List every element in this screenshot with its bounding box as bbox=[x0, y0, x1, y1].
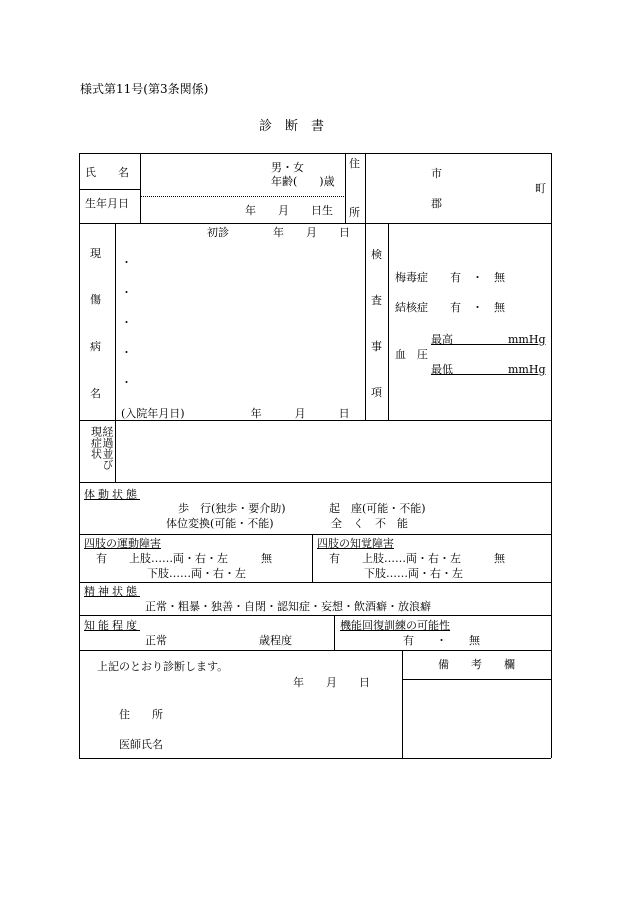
rehab-options[interactable]: 有 ・ 無 bbox=[403, 634, 480, 647]
doctor-address-label: 住 所 bbox=[119, 708, 163, 721]
disease-label-3: 病 bbox=[90, 340, 101, 353]
address-label-2: 所 bbox=[349, 206, 360, 219]
diagnosis-statement: 上記のとおり診断します。 bbox=[97, 660, 229, 673]
disease-bullet: ・ bbox=[121, 286, 132, 299]
sensory-heading: 四肢の知覚障害 bbox=[317, 537, 394, 550]
dob-field[interactable]: 年 月 日生 bbox=[245, 204, 333, 217]
dob-label: 生年月日 bbox=[85, 197, 129, 210]
mental-options[interactable]: 正常・粗暴・独善・自閉・認知症・妄想・飲酒癖・放浪癖 bbox=[145, 600, 431, 613]
intellect-age-level[interactable]: 歳程度 bbox=[259, 634, 292, 647]
document-title: 診 断 書 bbox=[259, 119, 325, 134]
exam-label-4: 項 bbox=[371, 386, 382, 399]
bp-max-field[interactable]: 最高 mmHg bbox=[431, 333, 546, 346]
county-label: 郡 bbox=[431, 197, 442, 210]
disease-bullet: ・ bbox=[121, 346, 132, 359]
exam-label-1: 検 bbox=[371, 248, 382, 261]
disease-label-2: 傷 bbox=[90, 293, 101, 306]
syphilis-option[interactable]: 梅毒症 有 ・ 無 bbox=[395, 271, 505, 284]
first-visit-date[interactable]: 初診 年 月 日 bbox=[207, 226, 350, 239]
name-label: 氏 名 bbox=[85, 166, 129, 179]
address-label-1: 住 bbox=[349, 157, 360, 170]
sensory-lower-option[interactable]: 下肢……両・右・左 bbox=[364, 567, 463, 580]
doctor-address-field[interactable] bbox=[180, 704, 395, 724]
sit-option[interactable]: 起 座(可能・不能) bbox=[329, 502, 426, 515]
disease-name-field[interactable] bbox=[130, 244, 362, 394]
admission-date[interactable]: (入院年月日) 年 月 日 bbox=[121, 407, 350, 420]
doctor-name-label: 医師氏名 bbox=[119, 738, 163, 751]
blood-pressure-label: 血 圧 bbox=[395, 348, 428, 361]
motor-lower-option[interactable]: 下肢……両・右・左 bbox=[147, 567, 246, 580]
disease-bullet: ・ bbox=[121, 256, 132, 269]
exam-label-2: 査 bbox=[371, 294, 382, 307]
remarks-heading: 備 考 欄 bbox=[438, 658, 515, 671]
motor-upper-option[interactable]: 有 上肢……両・右・左 無 bbox=[96, 552, 272, 565]
disease-bullet: ・ bbox=[121, 376, 132, 389]
sensory-upper-option[interactable]: 有 上肢……両・右・左 無 bbox=[329, 552, 505, 565]
bp-min-field[interactable]: 最低 mmHg bbox=[431, 363, 546, 376]
motor-heading: 四肢の運動障害 bbox=[84, 537, 161, 550]
rehab-heading: 機能回復訓練の可能性 bbox=[340, 619, 450, 632]
disease-label-4: 名 bbox=[90, 387, 101, 400]
address-field[interactable] bbox=[367, 155, 549, 221]
tuberculosis-option[interactable]: 結核症 有 ・ 無 bbox=[395, 301, 505, 314]
doctor-name-field[interactable] bbox=[180, 734, 395, 754]
remarks-field[interactable] bbox=[404, 681, 549, 756]
turn-option[interactable]: 体位変換(可能・不能) bbox=[166, 517, 274, 530]
exam-label-3: 事 bbox=[371, 340, 382, 353]
walk-option[interactable]: 歩 行(独歩・要介助) bbox=[178, 502, 286, 515]
form-number: 様式第11号(第3条関係) bbox=[80, 82, 209, 96]
mental-heading: 精神状態 bbox=[84, 585, 140, 598]
disease-label-1: 現 bbox=[90, 247, 101, 260]
city-label: 市 bbox=[431, 167, 442, 180]
immobile-option[interactable]: 全 く 不 能 bbox=[331, 517, 408, 530]
disease-bullet: ・ bbox=[121, 316, 132, 329]
history-field[interactable] bbox=[117, 422, 549, 480]
age-field[interactable]: 年齢( )歳 bbox=[271, 175, 335, 188]
posture-heading: 体動状態 bbox=[84, 488, 140, 501]
town-label: 町 bbox=[535, 182, 546, 195]
intellect-normal-option[interactable]: 正常 bbox=[145, 634, 167, 647]
intellect-heading: 知能程度 bbox=[84, 619, 140, 632]
history-label: 経過並び現症状 bbox=[89, 426, 114, 470]
sex-option[interactable]: 男・女 bbox=[271, 161, 304, 174]
diagnosis-date[interactable]: 年 月 日 bbox=[293, 676, 370, 689]
